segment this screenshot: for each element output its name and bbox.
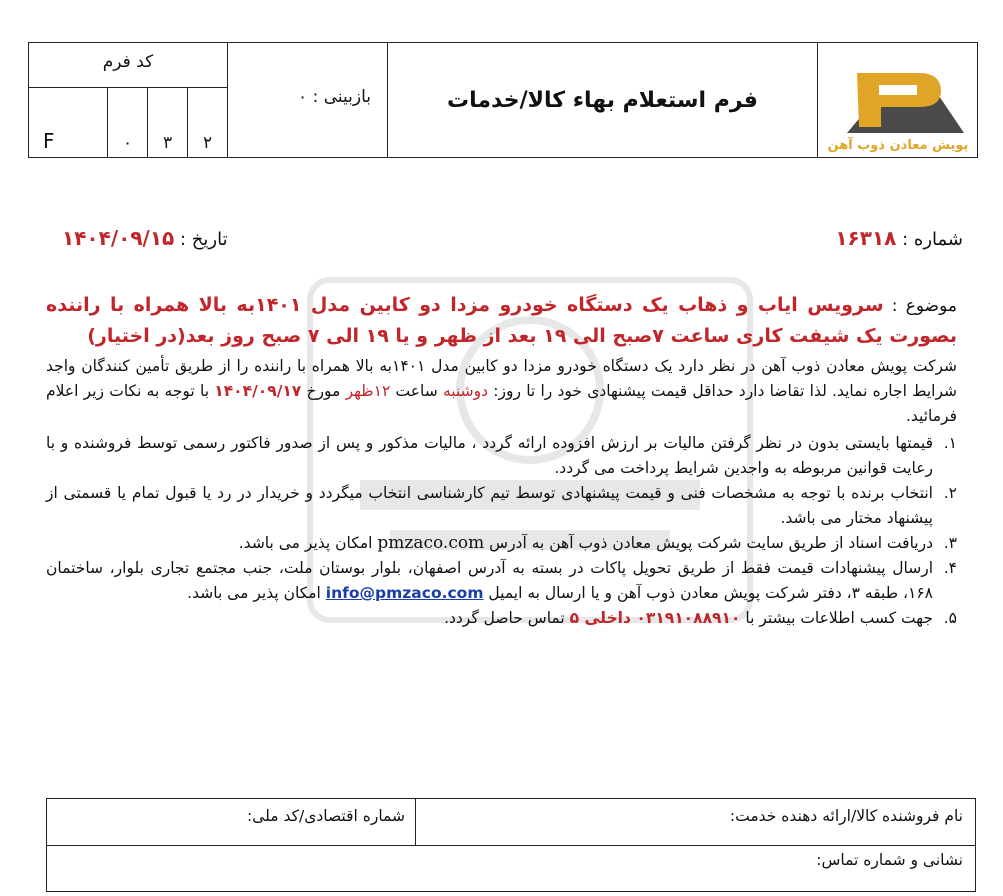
form-code-cell: [29, 43, 227, 157]
subject-text: سرویس ایاب و ذهاب یک دستگاه خودرو مزدا دو کابین مدل ۱۴۰۱به بالا همراه با راننده بصورت یک شیفت کاری ساعت ۷صبح الی ۱۹ بعد از ظهر و یا ۱۹ الی ۷ صبح روز بعد(در اختیار): [46, 294, 957, 347]
address-label: نشانی و شماره تماس:: [816, 851, 963, 869]
revision-cell: [227, 43, 387, 157]
form-code-label: کد فرم: [29, 43, 227, 88]
form-title: فرم استعلام بهاء کالا/خدمات: [447, 87, 758, 113]
subject-label: موضوع :: [891, 296, 957, 316]
number-label: شماره :: [902, 229, 963, 250]
form-code-digit: ۲: [187, 87, 227, 157]
website-link[interactable]: pmzaco.com: [377, 533, 485, 553]
pmz-logo-icon: [819, 43, 977, 155]
date-label: تاریخ :: [180, 229, 228, 250]
deadline-date: ۱۴۰۴/۰۹/۱۷: [214, 382, 302, 400]
item-text: امکان پذیر می باشد.: [187, 584, 321, 602]
list-item: [46, 556, 957, 606]
intro-closing: با توجه به نکات زیر اعلام فرمائید.: [46, 382, 957, 425]
list-item: [46, 481, 957, 531]
item-text: دریافت اسناد از طریق سایت شرکت پویش معادن ذوب آهن به آدرس: [489, 534, 933, 552]
seller-name-label: نام فروشنده کالا/ارائه دهنده خدمت:: [729, 807, 963, 825]
conditions-list: [46, 431, 957, 631]
vendor-info-table: [46, 798, 976, 892]
email-link[interactable]: info@pmzaco.com: [325, 584, 484, 602]
item-number: ۵.: [943, 609, 957, 627]
revision-label: بازبینی : ۰: [298, 87, 371, 107]
intro-time-label: ساعت: [395, 382, 438, 400]
deadline-time: ۱۲ظهر: [345, 382, 391, 400]
date-value: ۱۴۰۴/۰۹/۱۵: [62, 226, 175, 250]
list-item: [46, 606, 957, 631]
letter-date: [62, 226, 228, 250]
item-number: ۱.: [943, 434, 957, 452]
form-code-letter-cell: [29, 87, 107, 157]
item-text: امکان پذیر می باشد.: [238, 534, 373, 552]
list-item: [46, 431, 957, 481]
form-title-cell: [387, 43, 817, 157]
form-code-digit: ۳: [147, 87, 187, 157]
form-code-letter: F: [43, 129, 55, 153]
list-item: [46, 531, 957, 556]
item-text: ارسال پیشنهادات قیمت فقط از طریق تحویل پاکات در بسته به آدرس اصفهان، بلوار بوستان ملت، جنب مجتمع تجاری بلوار، ساختمان ۱۶۸، طبقه ۳، دفتر شرکت پویش معادن ذوب آهن و یا ارسال به ایمیل: [46, 559, 933, 602]
intro-text: شرکت پویش معادن ذوب آهن در نظر دارد یک دستگاه خودرو مزدا دو کابین مدل ۱۴۰۱به بالا همراه با راننده را از طریق تأمین کنندگان واجد شرایط اجاره نماید. لذا تقاضا دارد حداقل قیمت پیشنهادی خود را تا روز:: [46, 357, 957, 400]
logo-text: پویش معادن ذوب آهن: [827, 138, 969, 153]
company-logo: [817, 43, 977, 157]
intro-paragraph: [46, 354, 957, 429]
item-text: انتخاب برنده با توجه به مشخصات فنی و قیمت پیشنهادی توسط تیم کارشناسی انتخاب میگردد و خریدار در رد یا قبول تمام یا قسمتی از پیشنهاد مختار می باشد.: [46, 484, 933, 527]
item-number: ۴.: [943, 559, 957, 577]
item-number: ۳.: [943, 534, 957, 552]
deadline-day: دوشنبه: [442, 382, 489, 400]
number-value: ۱۶۳۱۸: [835, 226, 897, 250]
contact-phone: ۰۳۱۹۱۰۸۸۹۱۰ داخلی ۵: [569, 609, 741, 627]
vendor-row-1: [47, 799, 975, 846]
item-number: ۲.: [943, 484, 957, 502]
subject-line: [46, 290, 957, 352]
form-code-digits: [29, 87, 227, 157]
item-text: جهت کسب اطلاعات بیشتر با: [745, 609, 933, 627]
item-text: قیمتها بایستی بدون در نظر گرفتن مالیات بر ارزش افزوده ارائه گردد ، مالیات مذکور و پس از صدور فاکتور رسمی توسط فروشنده و با رعایت قوانین مربوطه به واجدین شرایط پرداخت می گردد.: [46, 434, 933, 477]
item-text: تماس حاصل گردد.: [444, 609, 565, 627]
economic-code-cell[interactable]: [47, 799, 417, 845]
seller-name-cell[interactable]: [415, 799, 975, 845]
intro-date-label: مورخ: [306, 382, 341, 400]
document-body: [46, 290, 957, 631]
economic-code-label: شماره اقتصادی/کد ملی:: [246, 807, 405, 825]
form-header-table: [28, 42, 978, 158]
letter-number: [835, 226, 963, 250]
form-code-digit: ۰: [107, 87, 147, 157]
